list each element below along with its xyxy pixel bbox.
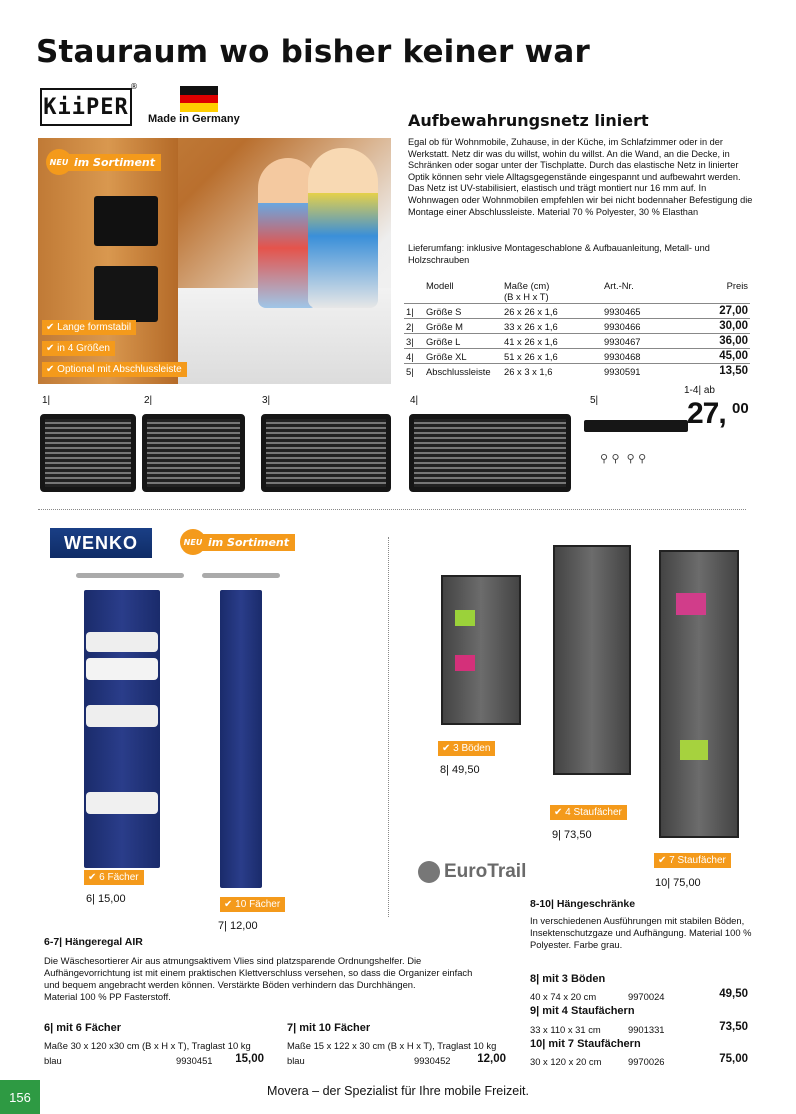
- article-number: 9930451: [176, 1055, 213, 1066]
- product-title: 9| mit 4 Staufächern: [530, 1005, 635, 1017]
- price: 12,00: [477, 1053, 506, 1065]
- feature-check: ✔ 10 Fächer: [220, 897, 285, 912]
- row-dims: 41 x 26 x 1,6: [502, 334, 602, 349]
- row-dims: 51 x 26 x 1,6: [502, 349, 602, 364]
- price-table-row: [404, 319, 750, 334]
- price: 49,50: [719, 988, 748, 1000]
- net-label: 3|: [262, 395, 271, 406]
- product-spec: Maße 30 x 120 x30 cm (B x H x T), Traglast 10 kg: [44, 1040, 251, 1051]
- price-label: 6| 15,00: [86, 893, 126, 905]
- net-on-door: [94, 196, 158, 246]
- row-dims: 33 x 26 x 1,6: [502, 319, 602, 334]
- row-price: 30,00: [686, 319, 750, 334]
- feature-text: Lange formstabil: [57, 322, 132, 333]
- screws-icon: ⚲ ⚲ ⚲ ⚲: [600, 452, 647, 465]
- col-art: Art.-Nr.: [604, 280, 634, 291]
- row-model: Größe S: [424, 304, 502, 319]
- product-dims: 30 x 120 x 20 cm: [530, 1056, 602, 1067]
- product-heading: 6-7| Hängeregal AIR: [44, 936, 143, 948]
- towels: [86, 658, 158, 680]
- feature-check: ✔ 3 Böden: [438, 741, 495, 756]
- product-title: 6| mit 6 Fächer: [44, 1022, 122, 1034]
- organizer-10: [220, 590, 262, 888]
- net-size-s: [40, 414, 136, 492]
- basket: [455, 610, 475, 626]
- new-badge-text: im Sortiment: [202, 534, 295, 551]
- new-badge-circle: NEU: [46, 149, 72, 175]
- product-spec: Maße 15 x 122 x 30 cm (B x H x T), Traglast 10 kg: [287, 1040, 497, 1051]
- row-number: 5|: [404, 364, 424, 379]
- row-art: 9930465: [602, 304, 686, 319]
- row-number: 2|: [404, 319, 424, 334]
- feature-check: ✔ Optional mit Abschlussleiste: [42, 362, 187, 377]
- row-number: 1|: [404, 304, 424, 319]
- feature-text: 6 Fächer: [99, 872, 139, 883]
- row-art: 9930466: [602, 319, 686, 334]
- price-label: 10| 75,00: [655, 877, 701, 889]
- product-material: Material 100 % PP Fasterstoff.: [44, 991, 171, 1002]
- row-art: 9930468: [602, 349, 686, 364]
- child-figure: [308, 148, 378, 308]
- end-strip: [584, 420, 688, 432]
- article-number: 9970026: [628, 1056, 665, 1067]
- new-badge: [180, 529, 295, 555]
- product-heading: Aufbewahrungsnetz liniert: [408, 111, 649, 130]
- col-model: Modell: [426, 280, 454, 291]
- col-dims: Maße (cm) (B x H x T): [504, 280, 550, 302]
- from-price: 27,: [687, 397, 726, 430]
- hanging-rod: [76, 573, 184, 578]
- row-model: Abschlussleiste: [424, 364, 502, 379]
- price: 75,00: [719, 1053, 748, 1065]
- towels: [86, 705, 158, 727]
- product-dims: 40 x 74 x 20 cm: [530, 991, 597, 1002]
- price: 15,00: [235, 1053, 264, 1065]
- towels: [86, 792, 158, 814]
- from-price-label: 1-4| ab: [684, 385, 715, 396]
- feature-text: Optional mit Abschlussleiste: [57, 364, 182, 375]
- new-badge-text: im Sortiment: [68, 154, 161, 171]
- row-dims: 26 x 3 x 1,6: [502, 364, 602, 379]
- feature-check: ✔ 6 Fächer: [84, 870, 144, 885]
- row-model: Größe M: [424, 319, 502, 334]
- german-flag-icon: [180, 86, 218, 112]
- product-title: 10| mit 7 Staufächern: [530, 1038, 641, 1050]
- kiper-logo: KiiPER: [40, 88, 132, 126]
- feature-check: ✔ in 4 Größen: [42, 341, 115, 356]
- made-in-label: Made in Germany: [148, 113, 240, 125]
- feature-text: 7 Staufächer: [669, 855, 726, 866]
- net-label: 4|: [410, 395, 419, 406]
- row-price: 45,00: [686, 349, 750, 364]
- feature-check: ✔ 7 Staufächer: [654, 853, 731, 868]
- product-photo: [38, 138, 391, 384]
- wenko-logo: WENKO: [50, 528, 152, 558]
- page-number: 156: [0, 1080, 40, 1114]
- feature-check: ✔ Lange formstabil: [42, 320, 136, 335]
- towels: [86, 632, 158, 652]
- price-label: 8| 49,50: [440, 764, 480, 776]
- delivery-scope: Lieferumfang: inklusive Montageschablone & Aufbauanleitung, Metall- und Holzschrauben: [408, 243, 710, 265]
- row-art: 9930591: [602, 364, 686, 379]
- product-title: 8| mit 3 Böden: [530, 973, 606, 985]
- from-price-cents: 00: [732, 400, 749, 417]
- row-dims: 26 x 26 x 1,6: [502, 304, 602, 319]
- footer-text: Movera – der Spezialist für Ihre mobile Freizeit.: [267, 1084, 529, 1098]
- page-title: Stauraum wo bisher keiner war: [36, 34, 590, 70]
- net-size-xl: [409, 414, 571, 492]
- price-label: 9| 73,50: [552, 829, 592, 841]
- col-price: Preis: [726, 280, 748, 291]
- eurotrail-name: EuroTrail: [444, 861, 527, 883]
- net-label: 1|: [42, 395, 51, 406]
- price-table-row: [404, 334, 750, 349]
- product-heading: 8-10| Hängeschränke: [530, 898, 636, 910]
- net-size-m: [142, 414, 245, 492]
- price-table-row: [404, 304, 750, 319]
- net-label: 5|: [590, 395, 599, 406]
- row-price: 36,00: [686, 334, 750, 349]
- feature-text: 3 Böden: [453, 743, 491, 754]
- feature-text: 4 Staufächer: [565, 807, 622, 818]
- divider: [388, 537, 389, 917]
- row-price: 27,00: [686, 304, 750, 319]
- article-number: 9970024: [628, 991, 665, 1002]
- product-description: Die Wäschesortierer Air aus atmungsaktivem Vlies sind platzsparende Ordnungshelfer. Die Aufhängevorrichtung ist mit einem praktischen Klettverschluss versehen, so dass die Organizer einfach und bequem angebracht werden können. Verstärkte Böden verhindern das Durchhängen.: [44, 955, 473, 990]
- eurotrail-logo: [418, 861, 526, 883]
- price-table-row: [404, 349, 750, 364]
- feature-check: ✔ 4 Staufächer: [550, 805, 627, 820]
- product-color: blau: [44, 1055, 62, 1066]
- row-number: 4|: [404, 349, 424, 364]
- registered-mark: ®: [130, 82, 138, 91]
- product-description: Egal ob für Wohnmobile, Zuhause, in der Küche, im Schlafzimmer oder in der Werkstatt. Netz dir was du willst, wohin du willst. An die Wand, an die Decke, in Schränken oder sogar unter der Tischplatte. Durch das elastische Netz in linierter Optik können sehr viele Alltagsgegenstände eingespannt und aufbewahrt werden. Das Netz ist UV-stabilisiert, elastisch und trägt montiert nur 16 mm auf. In Wohnwagen oder Wohnmobilen empfehlen wir bei nicht bodennaher Befestigung die Montage einer Abschlussleiste. Material 70 % Polyester, 30 % Elasthan: [408, 137, 753, 217]
- product-description: In verschiedenen Ausführungen mit stabilen Böden, Insektenschutzgaze und Aufhängung. Material 100 % Polyester. Farbe grau.: [530, 915, 752, 950]
- price: 73,50: [719, 1021, 748, 1033]
- cabinet-4-compartments: [553, 545, 631, 775]
- article-number: 9901331: [628, 1024, 665, 1035]
- eurotrail-icon: [418, 861, 440, 883]
- net-label: 2|: [144, 395, 153, 406]
- net-size-l: [261, 414, 391, 492]
- price-label: 7| 12,00: [218, 920, 258, 932]
- hanging-rod: [202, 573, 280, 578]
- price-table: [404, 279, 750, 378]
- basket: [676, 593, 706, 615]
- cabinet-3-shelves: [441, 575, 521, 725]
- row-model: Größe L: [424, 334, 502, 349]
- price-table-row: [404, 364, 750, 379]
- product-dims: 33 x 110 x 31 cm: [530, 1024, 601, 1035]
- feature-text: in 4 Größen: [57, 343, 110, 354]
- net-on-door: [94, 266, 158, 322]
- basket: [680, 740, 708, 760]
- divider: [38, 509, 746, 510]
- product-title: 7| mit 10 Fächer: [287, 1022, 371, 1034]
- new-badge: [46, 153, 161, 171]
- basket: [455, 655, 475, 671]
- row-number: 3|: [404, 334, 424, 349]
- feature-text: 10 Fächer: [235, 899, 281, 910]
- new-badge-circle: NEU: [180, 529, 206, 555]
- row-model: Größe XL: [424, 349, 502, 364]
- row-art: 9930467: [602, 334, 686, 349]
- row-price: 13,50: [686, 364, 750, 379]
- article-number: 9930452: [414, 1055, 451, 1066]
- product-color: blau: [287, 1055, 305, 1066]
